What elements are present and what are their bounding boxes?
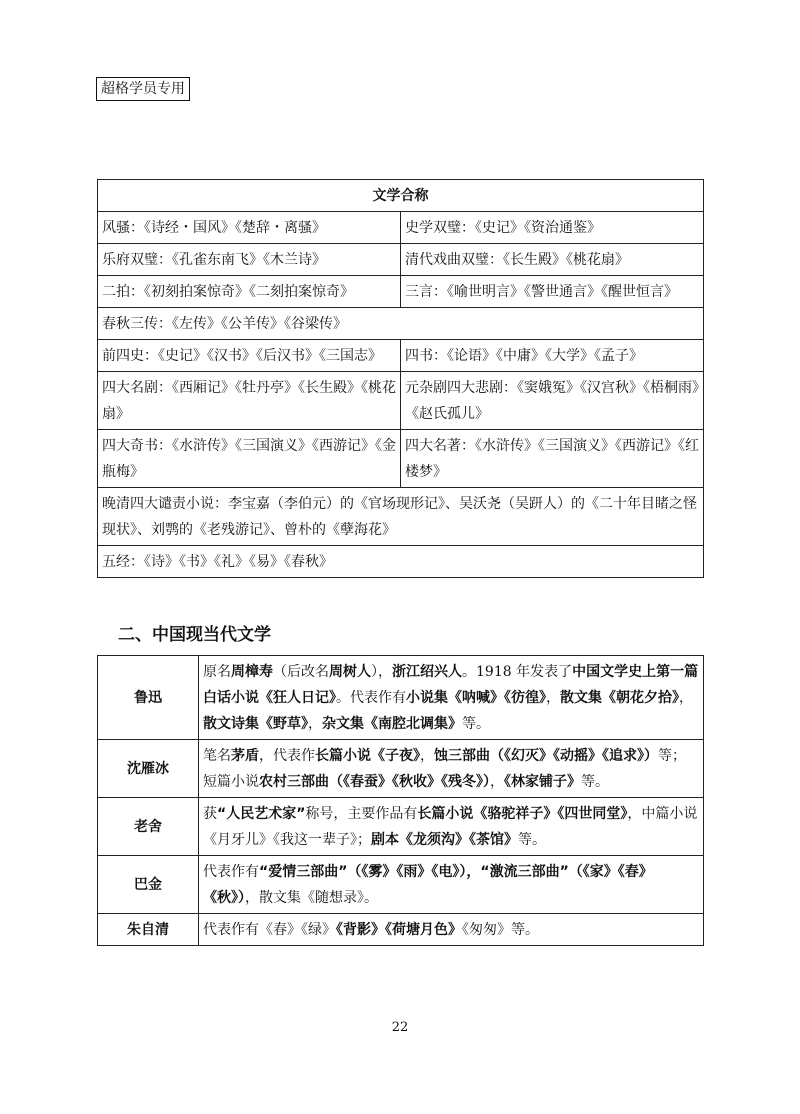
emphasis-text: “爱情三部曲”（《雾》《雨》《电》），“激流三部曲”（《家》《春》《秋》）: [203, 864, 653, 906]
emphasis-text: 蚀三部曲（《幻灭》《动摇》《追求》）: [434, 748, 658, 764]
description-text: ，: [490, 774, 504, 790]
literary-names-table: [97, 179, 704, 578]
emphasis-text: 小说集《呐喊》《彷徨》: [406, 690, 546, 706]
student-only-label: 超格学员专用: [96, 77, 190, 101]
emphasis-text: 《林家铺子》: [504, 774, 581, 790]
description-text: （后改名: [273, 664, 329, 680]
description-text: 等。: [518, 832, 546, 848]
emphasis-text: 长篇小说《子夜》: [315, 748, 420, 764]
table-row: [98, 740, 704, 798]
author-name: 鲁迅: [98, 656, 199, 740]
table-cell: 风骚：《诗经・国风》《楚辞・离骚》: [98, 212, 401, 244]
section-title: 二、中国现当代文学: [118, 625, 271, 645]
emphasis-text: 中国文学史上第一篇白话小说《狂人日记》: [203, 664, 699, 706]
table-title: 文学合称: [98, 180, 704, 212]
description-text: ，: [679, 690, 693, 706]
description-text: 代表作有: [203, 864, 259, 880]
table-cell: 四大名剧：《西厢记》《牡丹亭》《长生殿》《桃花扇》: [98, 372, 401, 430]
table-cell: 春秋三传：《左传》《公羊传》《谷梁传》: [98, 308, 704, 340]
table-header-row: [98, 180, 704, 212]
emphasis-text: 剧本《龙须沟》《茶馆》: [371, 832, 518, 848]
table-row: [98, 244, 704, 276]
description-text: 。1918 年发表了: [462, 664, 573, 680]
table-cell: 四书：《论语》《中庸》《大学》《孟子》: [401, 340, 704, 372]
description-text: ，代表作: [259, 748, 315, 764]
author-description: [199, 798, 704, 856]
description-text: 等。: [581, 774, 609, 790]
table-cell: 前四史：《史记》《汉书》《后汉书》《三国志》: [98, 340, 401, 372]
table-row: [98, 856, 704, 914]
table-cell: 乐府双璧：《孔雀东南飞》《木兰诗》: [98, 244, 401, 276]
description-text: 称号，主要作品有: [305, 806, 418, 822]
table-cell: 史学双璧：《史记》《资治通鉴》: [401, 212, 704, 244]
emphasis-text: “人民艺术家”: [217, 806, 306, 822]
emphasis-text: 农村三部曲（《春蚕》《秋收》《残冬》）: [259, 774, 490, 790]
author-description: [199, 656, 704, 740]
description-text: 获: [203, 806, 217, 822]
table-row: [98, 488, 704, 546]
table-cell: 元杂剧四大悲剧：《窦娥冤》《汉宫秋》《梧桐雨》《赵氏孤儿》: [401, 372, 704, 430]
emphasis-text: 杂文集《南腔北调集》: [322, 716, 462, 732]
emphasis-text: 散文诗集《野草》: [203, 716, 308, 732]
modern-literature-table: [97, 655, 704, 946]
description-text: ），: [371, 664, 392, 680]
emphasis-text: 周樟寿: [231, 664, 273, 680]
table-row: [98, 798, 704, 856]
emphasis-text: 《背影》《荷塘月色》: [336, 922, 462, 938]
table-cell: 四大奇书：《水浒传》《三国演义》《西游记》《金瓶梅》: [98, 430, 401, 488]
description-text: ，: [546, 690, 560, 706]
modern-literature-table-body: [98, 656, 704, 946]
description-text: ，散文集《随想录》。: [245, 890, 378, 906]
description-text: ，中篇小说《月牙儿》《我这一辈子》；: [203, 806, 698, 848]
description-text: 等；短篇小说: [203, 748, 686, 790]
author-name: 朱自清: [98, 914, 199, 946]
emphasis-text: 周树人: [329, 664, 371, 680]
table-row: [98, 308, 704, 340]
author-description: [199, 740, 704, 798]
table-cell: 清代戏曲双璧：《长生殿》《桃花扇》: [401, 244, 704, 276]
literary-names-table-body: [98, 180, 704, 578]
page-number: 22: [391, 1020, 409, 1035]
table-cell: 二拍：《初刻拍案惊奇》《二刻拍案惊奇》: [98, 276, 401, 308]
table-row: [98, 212, 704, 244]
description-text: 等。: [462, 716, 490, 732]
table-cell: 四大名著：《水浒传》《三国演义》《西游记》《红楼梦》: [401, 430, 704, 488]
table-row: [98, 430, 704, 488]
author-description: [199, 914, 704, 946]
table-row: [98, 276, 704, 308]
emphasis-text: 浙江绍兴人: [392, 664, 462, 680]
description-text: 代表作有《春》《绿》: [203, 922, 336, 938]
table-row: [98, 372, 704, 430]
table-row: [98, 340, 704, 372]
table-row: [98, 656, 704, 740]
description-text: ，: [308, 716, 322, 732]
emphasis-text: 茅盾: [231, 748, 259, 764]
table-cell: 晚清四大谴责小说：李宝嘉（李伯元）的《官场现形记》、吴沃尧（吴趼人）的《二十年目睹之怪现状》、刘鹗的《老残游记》、曾朴的《孽海花》: [98, 488, 704, 546]
description-text: ，: [420, 748, 434, 764]
emphasis-text: 散文集《朝花夕拾》: [560, 690, 679, 706]
author-name: 老舍: [98, 798, 199, 856]
author-name: 沈雁冰: [98, 740, 199, 798]
table-cell: 五经：《诗》《书》《礼》《易》《春秋》: [98, 546, 704, 578]
description-text: 原名: [203, 664, 231, 680]
description-text: 《匆匆》等。: [462, 922, 539, 938]
table-row: [98, 914, 704, 946]
author-name: 巴金: [98, 856, 199, 914]
table-row: [98, 546, 704, 578]
table-cell: 三言：《喻世明言》《警世通言》《醒世恒言》: [401, 276, 704, 308]
description-text: 。代表作有: [336, 690, 406, 706]
description-text: 笔名: [203, 748, 231, 764]
emphasis-text: 长篇小说《骆驼祥子》《四世同堂》: [417, 806, 628, 822]
author-description: [199, 856, 704, 914]
